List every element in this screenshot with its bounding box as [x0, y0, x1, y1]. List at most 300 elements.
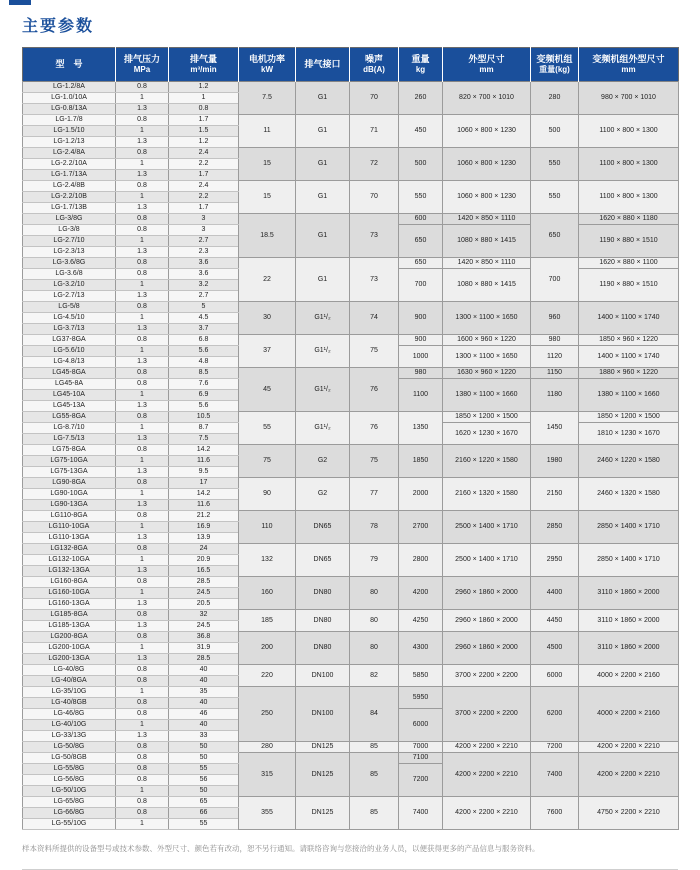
power-cell: 132: [239, 544, 296, 577]
power-cell: 315: [239, 753, 296, 797]
volume-cell: 3.6: [169, 258, 239, 269]
model-cell: LG45-10A: [23, 390, 116, 401]
noise-cell: 77: [350, 478, 399, 511]
model-cell: LG132-13GA: [23, 566, 116, 577]
weight-cell: 1350: [399, 412, 443, 445]
volume-cell: 13.9: [169, 533, 239, 544]
vf-weight-cell: 7400: [531, 753, 579, 797]
model-cell: LG-66/8G: [23, 808, 116, 819]
vf-dims-cell: 1190 × 880 × 1510: [579, 225, 679, 258]
volume-cell: 14.2: [169, 445, 239, 456]
pressure-cell: 1: [116, 786, 169, 797]
model-cell: LG-50/10G: [23, 786, 116, 797]
port-cell: G1: [296, 181, 350, 214]
volume-cell: 40: [169, 720, 239, 731]
pressure-cell: 0.8: [116, 753, 169, 764]
weight-cell: 600: [399, 214, 443, 225]
vf-weight-cell: 2850: [531, 511, 579, 544]
column-header-2: 排气量 m³/min: [169, 48, 239, 82]
power-cell: 75: [239, 445, 296, 478]
noise-cell: 76: [350, 368, 399, 412]
pressure-cell: 0.8: [116, 742, 169, 753]
table-row: [23, 82, 679, 93]
volume-cell: 36.8: [169, 632, 239, 643]
vf-weight-cell: 960: [531, 302, 579, 335]
volume-cell: 16.9: [169, 522, 239, 533]
noise-cell: 80: [350, 577, 399, 610]
volume-cell: 31.9: [169, 643, 239, 654]
table-row: [23, 335, 679, 346]
volume-cell: 3: [169, 225, 239, 236]
table-row: [23, 302, 679, 313]
vf-dims-cell: 980 × 700 × 1010: [579, 82, 679, 115]
port-cell: DN125: [296, 753, 350, 797]
pressure-cell: 1: [116, 643, 169, 654]
pressure-cell: 0.8: [116, 511, 169, 522]
weight-cell: 2000: [399, 478, 443, 511]
pressure-cell: 0.8: [116, 214, 169, 225]
volume-cell: 24.5: [169, 621, 239, 632]
pressure-cell: 0.8: [116, 379, 169, 390]
volume-cell: 2.4: [169, 181, 239, 192]
pressure-cell: 0.8: [116, 445, 169, 456]
pressure-cell: 1.3: [116, 291, 169, 302]
power-cell: 200: [239, 632, 296, 665]
table-row: [23, 478, 679, 489]
table-row: [23, 258, 679, 269]
volume-cell: 1.7: [169, 203, 239, 214]
pressure-cell: 1.3: [116, 170, 169, 181]
model-cell: LG-0.8/13A: [23, 104, 116, 115]
weight-cell: 650: [399, 258, 443, 269]
port-cell: G1: [296, 148, 350, 181]
dims-cell: 2500 × 1400 × 1710: [443, 511, 531, 544]
dims-cell: 2160 × 1320 × 1580: [443, 478, 531, 511]
power-cell: 37: [239, 335, 296, 368]
weight-cell: 4200: [399, 577, 443, 610]
table-row: [23, 445, 679, 456]
column-header-9: 变频机组外型尺寸 mm: [579, 48, 679, 82]
volume-cell: 5.6: [169, 401, 239, 412]
pressure-cell: 1: [116, 313, 169, 324]
power-cell: 18.5: [239, 214, 296, 258]
table-row: [23, 115, 679, 126]
dims-cell: 3700 × 2200 × 2200: [443, 665, 531, 687]
volume-cell: 4.8: [169, 357, 239, 368]
model-cell: LG-50/8G: [23, 742, 116, 753]
noise-cell: 80: [350, 632, 399, 665]
pressure-cell: 0.8: [116, 478, 169, 489]
column-header-3: 电机功率 kW: [239, 48, 296, 82]
dims-cell: 1620 × 1230 × 1670: [443, 423, 531, 445]
noise-cell: 70: [350, 82, 399, 115]
pressure-cell: 0.8: [116, 808, 169, 819]
power-cell: 250: [239, 687, 296, 742]
model-cell: LG75-13GA: [23, 467, 116, 478]
volume-cell: 3.7: [169, 324, 239, 335]
model-cell: LG200-8GA: [23, 632, 116, 643]
table-row: [23, 577, 679, 588]
pressure-cell: 1: [116, 346, 169, 357]
vf-dims-cell: 1620 × 880 × 1100: [579, 258, 679, 269]
pressure-cell: 1: [116, 423, 169, 434]
model-cell: LG185-8GA: [23, 610, 116, 621]
model-cell: LG-1.7/13A: [23, 170, 116, 181]
model-cell: LG-1.7/13B: [23, 203, 116, 214]
pressure-cell: 0.8: [116, 698, 169, 709]
vf-weight-cell: 7600: [531, 797, 579, 830]
volume-cell: 10.5: [169, 412, 239, 423]
power-cell: 160: [239, 577, 296, 610]
noise-cell: 75: [350, 335, 399, 368]
model-cell: LG-40/8G: [23, 665, 116, 676]
volume-cell: 5: [169, 302, 239, 313]
volume-cell: 56: [169, 775, 239, 786]
model-cell: LG45-8A: [23, 379, 116, 390]
weight-cell: 2800: [399, 544, 443, 577]
model-cell: LG160-13GA: [23, 599, 116, 610]
volume-cell: 1.2: [169, 137, 239, 148]
noise-cell: 76: [350, 412, 399, 445]
model-cell: LG90-10GA: [23, 489, 116, 500]
model-cell: LG55-8GA: [23, 412, 116, 423]
pressure-cell: 0.8: [116, 302, 169, 313]
volume-cell: 11.6: [169, 500, 239, 511]
model-cell: LG110-13GA: [23, 533, 116, 544]
model-cell: LG132-10GA: [23, 555, 116, 566]
power-cell: 15: [239, 148, 296, 181]
column-header-7: 外型尺寸 mm: [443, 48, 531, 82]
weight-cell: 5950: [399, 687, 443, 709]
table-row: [23, 368, 679, 379]
pressure-cell: 1.3: [116, 599, 169, 610]
volume-cell: 3.2: [169, 280, 239, 291]
port-cell: DN80: [296, 577, 350, 610]
noise-cell: 85: [350, 797, 399, 830]
model-cell: LG-3.6/8G: [23, 258, 116, 269]
table-row: [23, 742, 679, 753]
pressure-cell: 1: [116, 687, 169, 698]
specs-table: [22, 47, 679, 830]
vf-dims-cell: 1100 × 800 × 1300: [579, 115, 679, 148]
model-cell: LG-1.2/13: [23, 137, 116, 148]
pressure-cell: 0.8: [116, 577, 169, 588]
pressure-cell: 1.3: [116, 203, 169, 214]
dims-cell: 820 × 700 × 1010: [443, 82, 531, 115]
model-cell: LG90-13GA: [23, 500, 116, 511]
port-cell: DN80: [296, 632, 350, 665]
vf-dims-cell: 1850 × 1200 × 1500: [579, 412, 679, 423]
vf-dims-cell: 2850 × 1400 × 1710: [579, 511, 679, 544]
dims-cell: 1300 × 1100 × 1650: [443, 302, 531, 335]
pressure-cell: 0.8: [116, 225, 169, 236]
pressure-cell: 1.3: [116, 500, 169, 511]
volume-cell: 1.7: [169, 115, 239, 126]
pressure-cell: 0.8: [116, 764, 169, 775]
noise-cell: 73: [350, 214, 399, 258]
vf-weight-cell: 1120: [531, 346, 579, 368]
pressure-cell: 1.3: [116, 654, 169, 665]
volume-cell: 65: [169, 797, 239, 808]
pressure-cell: 1: [116, 522, 169, 533]
dims-cell: 1380 × 1100 × 1660: [443, 379, 531, 412]
pressure-cell: 0.8: [116, 368, 169, 379]
dims-cell: 1060 × 800 × 1230: [443, 115, 531, 148]
volume-cell: 2.2: [169, 159, 239, 170]
volume-cell: 2.3: [169, 247, 239, 258]
dims-cell: 4200 × 2200 × 2210: [443, 797, 531, 830]
model-cell: LG160-10GA: [23, 588, 116, 599]
volume-cell: 1.5: [169, 126, 239, 137]
dims-cell: 1420 × 850 × 1110: [443, 258, 531, 269]
model-cell: LG75-8GA: [23, 445, 116, 456]
port-cell: G2: [296, 445, 350, 478]
vf-dims-cell: 1190 × 880 × 1510: [579, 269, 679, 302]
weight-cell: 900: [399, 302, 443, 335]
vf-dims-cell: 3110 × 1860 × 2000: [579, 632, 679, 665]
model-cell: LG-55/10G: [23, 819, 116, 830]
pressure-cell: 0.8: [116, 610, 169, 621]
volume-cell: 28.5: [169, 654, 239, 665]
weight-cell: 2700: [399, 511, 443, 544]
volume-cell: 0.8: [169, 104, 239, 115]
dims-cell: 2500 × 1400 × 1710: [443, 544, 531, 577]
noise-cell: 79: [350, 544, 399, 577]
model-cell: LG-1.2/8A: [23, 82, 116, 93]
vf-weight-cell: 2150: [531, 478, 579, 511]
port-cell: G1¹/₂: [296, 335, 350, 368]
vf-weight-cell: 4500: [531, 632, 579, 665]
model-cell: LG185-13GA: [23, 621, 116, 632]
power-cell: 55: [239, 412, 296, 445]
pressure-cell: 1: [116, 588, 169, 599]
dims-cell: 2960 × 1860 × 2000: [443, 577, 531, 610]
model-cell: LG-3.2/10: [23, 280, 116, 291]
volume-cell: 16.5: [169, 566, 239, 577]
volume-cell: 40: [169, 698, 239, 709]
vf-dims-cell: 2850 × 1400 × 1710: [579, 544, 679, 577]
pressure-cell: 1: [116, 720, 169, 731]
pressure-cell: 1: [116, 159, 169, 170]
model-cell: LG-7.5/13: [23, 434, 116, 445]
dims-cell: 2160 × 1220 × 1580: [443, 445, 531, 478]
corner-accent: [9, 0, 31, 5]
power-cell: 11: [239, 115, 296, 148]
dims-cell: 2960 × 1860 × 2000: [443, 632, 531, 665]
port-cell: G1¹/₂: [296, 302, 350, 335]
vf-dims-cell: 1100 × 800 × 1300: [579, 148, 679, 181]
noise-cell: 74: [350, 302, 399, 335]
vf-dims-cell: 3110 × 1860 × 2000: [579, 577, 679, 610]
vf-weight-cell: 500: [531, 115, 579, 148]
pressure-cell: 1: [116, 192, 169, 203]
model-cell: LG45-8GA: [23, 368, 116, 379]
pressure-cell: 0.8: [116, 544, 169, 555]
volume-cell: 40: [169, 665, 239, 676]
port-cell: DN125: [296, 742, 350, 753]
power-cell: 185: [239, 610, 296, 632]
column-header-0: 型 号: [23, 48, 116, 82]
port-cell: DN80: [296, 610, 350, 632]
volume-cell: 2.7: [169, 291, 239, 302]
volume-cell: 1.7: [169, 170, 239, 181]
dims-cell: 1080 × 880 × 1415: [443, 269, 531, 302]
model-cell: LG160-8GA: [23, 577, 116, 588]
port-cell: G1: [296, 214, 350, 258]
port-cell: DN125: [296, 797, 350, 830]
pressure-cell: 1.3: [116, 731, 169, 742]
pressure-cell: 0.8: [116, 775, 169, 786]
vf-weight-cell: 7200: [531, 742, 579, 753]
vf-dims-cell: 4000 × 2200 × 2160: [579, 665, 679, 687]
volume-cell: 20.5: [169, 599, 239, 610]
power-cell: 15: [239, 181, 296, 214]
volume-cell: 2.7: [169, 236, 239, 247]
port-cell: DN65: [296, 511, 350, 544]
volume-cell: 55: [169, 764, 239, 775]
dims-cell: 1850 × 1200 × 1500: [443, 412, 531, 423]
noise-cell: 73: [350, 258, 399, 302]
pressure-cell: 1.3: [116, 104, 169, 115]
footer-note: 样本资料所提供的设备型号或技术参数、外型尺寸、颜色若有改动，恕不另行通知。请联络咨询与您接洽的业务人员，以便获得更多的产品信息与服务资料。: [22, 844, 540, 853]
weight-cell: 260: [399, 82, 443, 115]
vf-weight-cell: 2950: [531, 544, 579, 577]
vf-weight-cell: 6200: [531, 687, 579, 742]
vf-weight-cell: 550: [531, 181, 579, 214]
pressure-cell: 0.8: [116, 258, 169, 269]
table-row: [23, 797, 679, 808]
volume-cell: 9.5: [169, 467, 239, 478]
model-cell: LG75-10GA: [23, 456, 116, 467]
noise-cell: 84: [350, 687, 399, 742]
pressure-cell: 1: [116, 93, 169, 104]
table-row: [23, 181, 679, 192]
model-cell: LG45-13A: [23, 401, 116, 412]
vf-weight-cell: 1150: [531, 368, 579, 379]
vf-weight-cell: 980: [531, 335, 579, 346]
table-row: [23, 687, 679, 698]
column-header-8: 变频机组 重量(kg): [531, 48, 579, 82]
pressure-cell: 0.8: [116, 797, 169, 808]
port-cell: DN100: [296, 665, 350, 687]
column-header-5: 噪声 dB(A): [350, 48, 399, 82]
pressure-cell: 1.3: [116, 434, 169, 445]
model-cell: LG-2.7/13: [23, 291, 116, 302]
volume-cell: 33: [169, 731, 239, 742]
noise-cell: 82: [350, 665, 399, 687]
model-cell: LG-56/8G: [23, 775, 116, 786]
dims-cell: 1600 × 960 × 1220: [443, 335, 531, 346]
weight-cell: 5850: [399, 665, 443, 687]
volume-cell: 21.2: [169, 511, 239, 522]
dims-cell: 1060 × 800 × 1230: [443, 148, 531, 181]
vf-dims-cell: 4000 × 2200 × 2160: [579, 687, 679, 742]
noise-cell: 85: [350, 742, 399, 753]
pressure-cell: 1.3: [116, 357, 169, 368]
dims-cell: 1300 × 1100 × 1650: [443, 346, 531, 368]
pressure-cell: 1.3: [116, 467, 169, 478]
volume-cell: 14.2: [169, 489, 239, 500]
dims-cell: 2960 × 1860 × 2000: [443, 610, 531, 632]
weight-cell: 7100: [399, 753, 443, 764]
table-header: [23, 48, 679, 82]
vf-weight-cell: 1980: [531, 445, 579, 478]
model-cell: LG-65/8G: [23, 797, 116, 808]
vf-weight-cell: 700: [531, 258, 579, 302]
volume-cell: 2.2: [169, 192, 239, 203]
noise-cell: 80: [350, 610, 399, 632]
pressure-cell: 0.8: [116, 665, 169, 676]
model-cell: LG-1.7/8: [23, 115, 116, 126]
volume-cell: 3: [169, 214, 239, 225]
dims-cell: 4200 × 2200 × 2210: [443, 753, 531, 797]
vf-weight-cell: 1450: [531, 412, 579, 445]
model-cell: LG-40/10G: [23, 720, 116, 731]
pressure-cell: 1.3: [116, 533, 169, 544]
vf-dims-cell: 1400 × 1100 × 1740: [579, 302, 679, 335]
pressure-cell: 1.3: [116, 324, 169, 335]
noise-cell: 70: [350, 181, 399, 214]
model-cell: LG-1.5/10: [23, 126, 116, 137]
table-row: [23, 511, 679, 522]
volume-cell: 6.9: [169, 390, 239, 401]
model-cell: LG-2.7/10: [23, 236, 116, 247]
volume-cell: 1: [169, 93, 239, 104]
model-cell: LG-46/8G: [23, 709, 116, 720]
vf-weight-cell: 280: [531, 82, 579, 115]
model-cell: LG-40/8GA: [23, 676, 116, 687]
dims-cell: 1630 × 960 × 1220: [443, 368, 531, 379]
port-cell: G1: [296, 258, 350, 302]
power-cell: 110: [239, 511, 296, 544]
pressure-cell: 1.3: [116, 566, 169, 577]
vf-weight-cell: 4450: [531, 610, 579, 632]
pressure-cell: 1: [116, 819, 169, 830]
power-cell: 7.5: [239, 82, 296, 115]
weight-cell: 7000: [399, 742, 443, 753]
weight-cell: 1000: [399, 346, 443, 368]
model-cell: LG-2.4/8A: [23, 148, 116, 159]
vf-dims-cell: 1880 × 960 × 1220: [579, 368, 679, 379]
model-cell: LG110-8GA: [23, 511, 116, 522]
pressure-cell: 1: [116, 236, 169, 247]
volume-cell: 20.9: [169, 555, 239, 566]
volume-cell: 11.6: [169, 456, 239, 467]
volume-cell: 5.6: [169, 346, 239, 357]
table-row: [23, 610, 679, 621]
pressure-cell: 1: [116, 126, 169, 137]
weight-cell: 4250: [399, 610, 443, 632]
volume-cell: 4.5: [169, 313, 239, 324]
weight-cell: 650: [399, 225, 443, 258]
dims-cell: 1060 × 800 × 1230: [443, 181, 531, 214]
power-cell: 45: [239, 368, 296, 412]
vf-weight-cell: 4400: [531, 577, 579, 610]
pressure-cell: 1: [116, 390, 169, 401]
power-cell: 355: [239, 797, 296, 830]
model-cell: LG-5.6/10: [23, 346, 116, 357]
port-cell: G2: [296, 478, 350, 511]
weight-cell: 7200: [399, 764, 443, 797]
pressure-cell: 1: [116, 456, 169, 467]
model-cell: LG-4.5/10: [23, 313, 116, 324]
pressure-cell: 0.8: [116, 148, 169, 159]
pressure-cell: 0.8: [116, 632, 169, 643]
volume-cell: 7.6: [169, 379, 239, 390]
vf-dims-cell: 1810 × 1230 × 1670: [579, 423, 679, 445]
noise-cell: 85: [350, 753, 399, 797]
port-cell: G1: [296, 82, 350, 115]
